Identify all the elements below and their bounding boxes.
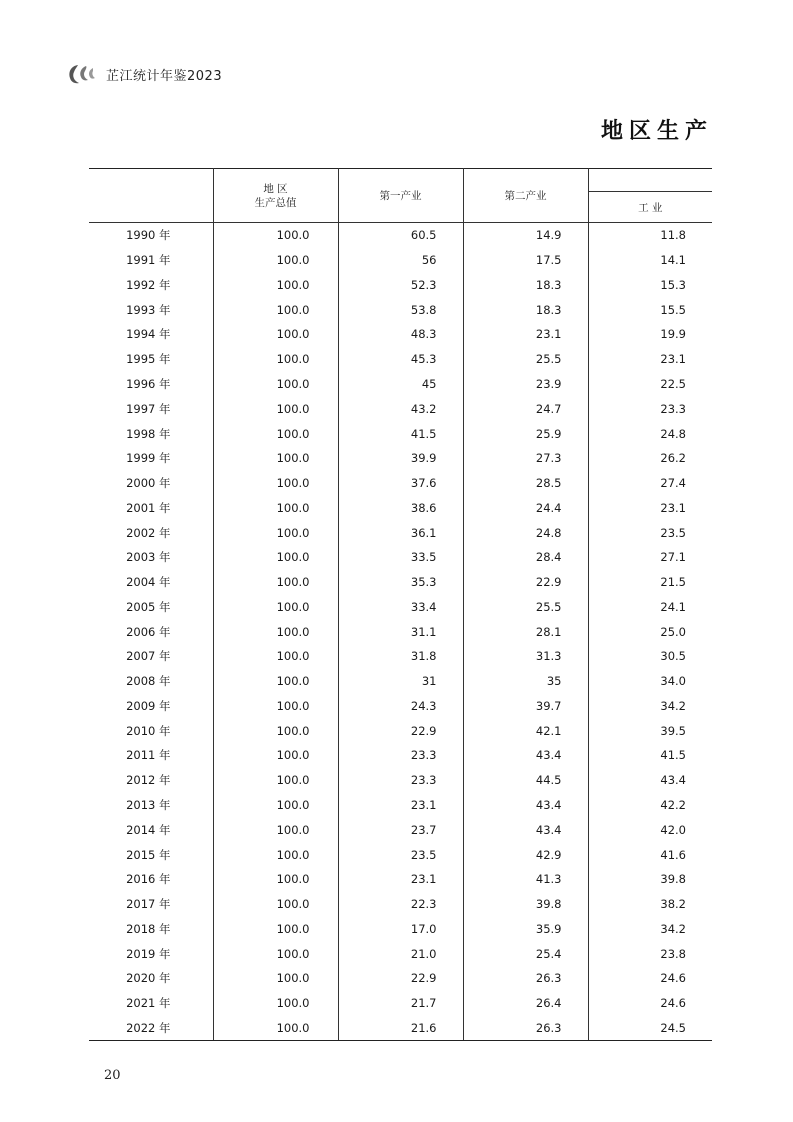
secondary-cell: 41.3 [463, 867, 588, 892]
year-cell: 2012 年 [89, 768, 213, 793]
region-gdp-cell: 100.0 [213, 594, 338, 619]
industry-cell: 25.0 [660, 624, 686, 639]
region-gdp-cell: 100.0 [213, 718, 338, 743]
year-cell: 2022 年 [89, 1016, 213, 1041]
table-row [89, 892, 712, 917]
year-cell: 2017 年 [89, 892, 213, 917]
year-cell: 2003 年 [89, 545, 213, 570]
region-gdp-cell: 100.0 [213, 421, 338, 446]
primary-cell: 38.6 [338, 495, 463, 520]
table-row [89, 793, 712, 818]
industry-cell: 42.2 [660, 797, 686, 812]
industry-cell: 34.2 [660, 698, 686, 713]
year-cell: 2016 年 [89, 867, 213, 892]
primary-cell: 48.3 [338, 322, 463, 347]
primary-cell: 53.8 [338, 297, 463, 322]
region-gdp-cell: 100.0 [213, 495, 338, 520]
table-row [89, 347, 712, 372]
industry-cell: 24.6 [660, 996, 686, 1011]
secondary-cell: 24.8 [463, 520, 588, 545]
industry-cell: 41.6 [660, 847, 686, 862]
region-gdp-cell: 100.0 [213, 520, 338, 545]
region-gdp-cell: 100.0 [213, 347, 338, 372]
primary-cell: 24.3 [338, 694, 463, 719]
table-row [89, 594, 712, 619]
table-row [89, 842, 712, 867]
secondary-cell: 24.7 [463, 396, 588, 421]
primary-cell: 35.3 [338, 570, 463, 595]
region-gdp-header [213, 169, 338, 223]
secondary-cell: 28.1 [463, 619, 588, 644]
secondary-cell: 43.4 [463, 817, 588, 842]
secondary-cell: 42.9 [463, 842, 588, 867]
primary-cell: 37.6 [338, 471, 463, 496]
table-row [89, 669, 712, 694]
region-gdp-cell: 100.0 [213, 694, 338, 719]
industry-cell: 21.5 [660, 575, 686, 590]
table-row [89, 570, 712, 595]
region-gdp-cell: 100.0 [213, 372, 338, 397]
year-cell: 2001 年 [89, 495, 213, 520]
year-cell: 1994 年 [89, 322, 213, 347]
region-gdp-cell: 100.0 [213, 867, 338, 892]
table-row [89, 446, 712, 471]
year-cell: 2000 年 [89, 471, 213, 496]
secondary-cell: 14.9 [463, 223, 588, 248]
table-row [89, 495, 712, 520]
region-gdp-cell: 100.0 [213, 842, 338, 867]
industry-cell: 30.5 [660, 649, 686, 664]
secondary-cell: 39.8 [463, 892, 588, 917]
primary-cell: 22.9 [338, 966, 463, 991]
secondary-industry-header: 第二产业 [463, 169, 588, 223]
year-cell: 2013 年 [89, 793, 213, 818]
primary-cell: 23.3 [338, 743, 463, 768]
primary-cell: 23.1 [338, 867, 463, 892]
region-gdp-cell: 100.0 [213, 570, 338, 595]
year-cell: 1993 年 [89, 297, 213, 322]
secondary-cell: 26.3 [463, 1016, 588, 1041]
industry-cell: 23.1 [660, 500, 686, 515]
table-row [89, 644, 712, 669]
primary-cell: 31 [338, 669, 463, 694]
primary-cell: 56 [338, 248, 463, 273]
primary-cell: 23.3 [338, 768, 463, 793]
secondary-cell: 23.9 [463, 372, 588, 397]
year-cell: 2006 年 [89, 619, 213, 644]
primary-cell: 21.7 [338, 991, 463, 1016]
industry-cell: 24.6 [660, 971, 686, 986]
secondary-cell: 24.4 [463, 495, 588, 520]
year-cell: 1990 年 [89, 223, 213, 248]
secondary-cell: 27.3 [463, 446, 588, 471]
industry-cell: 39.5 [660, 723, 686, 738]
year-cell: 1999 年 [89, 446, 213, 471]
region-gdp-cell: 100.0 [213, 644, 338, 669]
year-cell: 2008 年 [89, 669, 213, 694]
table-row [89, 520, 712, 545]
table-row [89, 396, 712, 421]
industry-cell: 39.8 [660, 872, 686, 887]
secondary-cell: 31.3 [463, 644, 588, 669]
primary-cell: 22.3 [338, 892, 463, 917]
industry-cell: 24.8 [660, 426, 686, 441]
year-cell: 1996 年 [89, 372, 213, 397]
secondary-cell: 26.3 [463, 966, 588, 991]
table-row [89, 916, 712, 941]
year-cell: 2019 年 [89, 941, 213, 966]
year-cell: 2005 年 [89, 594, 213, 619]
region-gdp-cell: 100.0 [213, 941, 338, 966]
secondary-cell: 25.9 [463, 421, 588, 446]
secondary-cell: 42.1 [463, 718, 588, 743]
region-gdp-cell: 100.0 [213, 223, 338, 248]
primary-cell: 43.2 [338, 396, 463, 421]
region-gdp-header-line2: 生产总值 [254, 196, 297, 209]
primary-cell: 22.9 [338, 718, 463, 743]
industry-cell: 19.9 [660, 327, 686, 342]
secondary-cell: 35 [463, 669, 588, 694]
secondary-cell: 26.4 [463, 991, 588, 1016]
secondary-cell: 39.7 [463, 694, 588, 719]
region-gdp-cell: 100.0 [213, 248, 338, 273]
page-number: 20 [104, 1068, 121, 1083]
region-gdp-cell: 100.0 [213, 669, 338, 694]
table-row [89, 1016, 712, 1041]
year-cell: 2007 年 [89, 644, 213, 669]
primary-cell: 45.3 [338, 347, 463, 372]
table-row [89, 248, 712, 273]
year-cell: 1997 年 [89, 396, 213, 421]
table-row [89, 223, 712, 248]
region-gdp-cell: 100.0 [213, 991, 338, 1016]
year-cell: 1992 年 [89, 273, 213, 298]
year-column-header [89, 169, 213, 223]
table-row [89, 941, 712, 966]
industry-cell: 24.5 [588, 1016, 712, 1041]
table-body [89, 223, 712, 1041]
secondary-cell: 18.3 [463, 273, 588, 298]
year-cell: 2015 年 [89, 842, 213, 867]
primary-cell: 60.5 [338, 223, 463, 248]
region-gdp-cell: 100.0 [213, 545, 338, 570]
table-row [89, 471, 712, 496]
region-gdp-cell: 100.0 [213, 1016, 338, 1041]
primary-cell: 36.1 [338, 520, 463, 545]
industry-cell: 24.1 [660, 599, 686, 614]
year-cell: 2010 年 [89, 718, 213, 743]
region-gdp-cell: 100.0 [213, 322, 338, 347]
region-gdp-cell: 100.0 [213, 273, 338, 298]
primary-industry-header: 第一产业 [338, 169, 463, 223]
industry-cell: 11.8 [660, 228, 686, 243]
table-row [89, 619, 712, 644]
industry-header: 工 业 [588, 192, 712, 223]
industry-cell: 23.5 [660, 525, 686, 540]
page-header [66, 62, 222, 86]
industry-cell: 34.0 [660, 674, 686, 689]
region-gdp-cell: 100.0 [213, 768, 338, 793]
primary-cell: 52.3 [338, 273, 463, 298]
year-cell: 2018 年 [89, 916, 213, 941]
secondary-cell: 43.4 [463, 793, 588, 818]
industry-cell: 42.0 [660, 822, 686, 837]
industry-cell: 23.1 [660, 352, 686, 367]
industry-cell: 26.2 [660, 451, 686, 466]
region-gdp-cell: 100.0 [213, 743, 338, 768]
region-gdp-cell: 100.0 [213, 446, 338, 471]
year-cell: 2020 年 [89, 966, 213, 991]
industry-cell: 34.2 [660, 921, 686, 936]
table-row [89, 718, 712, 743]
section-title: 地区生产 [600, 118, 713, 144]
region-gdp-cell: 100.0 [213, 966, 338, 991]
secondary-cell: 25.5 [463, 347, 588, 372]
primary-cell: 33.5 [338, 545, 463, 570]
industry-cell: 15.3 [660, 277, 686, 292]
table-row [89, 966, 712, 991]
year-cell: 2009 年 [89, 694, 213, 719]
year-cell: 2014 年 [89, 817, 213, 842]
table-row [89, 867, 712, 892]
year-cell: 2021 年 [89, 991, 213, 1016]
primary-cell: 31.8 [338, 644, 463, 669]
primary-cell: 17.0 [338, 916, 463, 941]
secondary-subgroup-spacer [588, 169, 712, 192]
industry-cell: 23.3 [660, 401, 686, 416]
region-gdp-header-line1: 地 区 [263, 182, 288, 195]
year-cell: 2011 年 [89, 743, 213, 768]
table-row [89, 694, 712, 719]
secondary-cell: 17.5 [463, 248, 588, 273]
book-title: 芷江统计年鉴2023 [106, 68, 223, 84]
secondary-cell: 43.4 [463, 743, 588, 768]
region-gdp-cell: 100.0 [213, 396, 338, 421]
primary-cell: 23.5 [338, 842, 463, 867]
secondary-cell: 25.5 [463, 594, 588, 619]
primary-cell: 23.1 [338, 793, 463, 818]
secondary-cell: 18.3 [463, 297, 588, 322]
region-gdp-cell: 100.0 [213, 793, 338, 818]
region-gdp-cell: 100.0 [213, 817, 338, 842]
primary-cell: 39.9 [338, 446, 463, 471]
year-cell: 1991 年 [89, 248, 213, 273]
secondary-cell: 35.9 [463, 916, 588, 941]
year-cell: 1998 年 [89, 421, 213, 446]
primary-cell: 45 [338, 372, 463, 397]
secondary-cell: 22.9 [463, 570, 588, 595]
table-row [89, 322, 712, 347]
industry-cell: 43.4 [660, 773, 686, 788]
industry-cell: 27.4 [660, 476, 686, 491]
industry-cell: 22.5 [660, 376, 686, 391]
table-row [89, 768, 712, 793]
region-gdp-cell: 100.0 [213, 619, 338, 644]
primary-cell: 41.5 [338, 421, 463, 446]
yearbook-logo-icon [66, 62, 100, 86]
region-gdp-cell: 100.0 [213, 916, 338, 941]
table-row [89, 743, 712, 768]
industry-cell: 14.1 [660, 253, 686, 268]
table-row [89, 297, 712, 322]
industry-cell: 27.1 [660, 550, 686, 565]
table-row [89, 372, 712, 397]
primary-cell: 21.6 [338, 1016, 463, 1041]
primary-cell: 21.0 [338, 941, 463, 966]
gdp-structure-table [89, 168, 712, 1041]
industry-cell: 23.8 [660, 946, 686, 961]
year-cell: 2002 年 [89, 520, 213, 545]
secondary-cell: 28.4 [463, 545, 588, 570]
table-row [89, 273, 712, 298]
region-gdp-cell: 100.0 [213, 892, 338, 917]
table-row [89, 991, 712, 1016]
primary-cell: 23.7 [338, 817, 463, 842]
industry-cell: 38.2 [660, 897, 686, 912]
primary-cell: 31.1 [338, 619, 463, 644]
table-row [89, 817, 712, 842]
secondary-cell: 25.4 [463, 941, 588, 966]
industry-cell: 15.5 [660, 302, 686, 317]
year-cell: 1995 年 [89, 347, 213, 372]
primary-cell: 33.4 [338, 594, 463, 619]
year-cell: 2004 年 [89, 570, 213, 595]
industry-cell: 41.5 [660, 748, 686, 763]
secondary-cell: 23.1 [463, 322, 588, 347]
secondary-cell: 44.5 [463, 768, 588, 793]
region-gdp-cell: 100.0 [213, 297, 338, 322]
secondary-cell: 28.5 [463, 471, 588, 496]
table-row [89, 545, 712, 570]
table-row [89, 421, 712, 446]
region-gdp-cell: 100.0 [213, 471, 338, 496]
